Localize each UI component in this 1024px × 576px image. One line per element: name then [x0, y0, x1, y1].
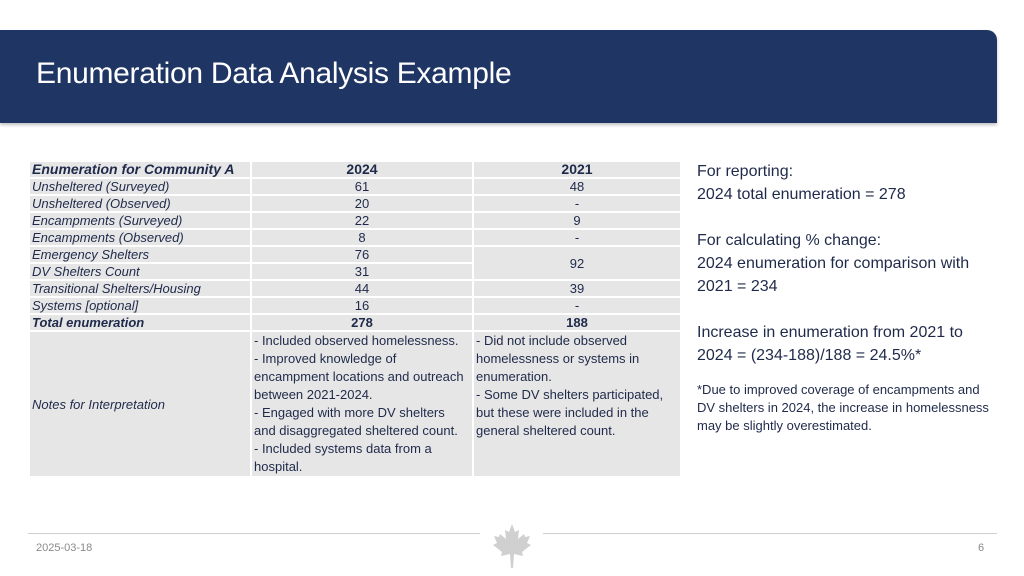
change-label: For calculating % change: — [697, 232, 882, 249]
value-2021: - — [473, 229, 681, 246]
header-label: Enumeration for Community A — [29, 161, 251, 178]
row-label: DV Shelters Count — [29, 263, 251, 280]
row-label: Transitional Shelters/Housing — [29, 280, 251, 297]
row-label: Encampments (Surveyed) — [29, 212, 251, 229]
note-item: - Did not include observed homelessness or systems in enumeration. — [476, 333, 640, 384]
footer-divider-right — [543, 533, 997, 534]
total-row — [29, 314, 681, 331]
note-item: - Engaged with more DV shelters and disaggregated sheltered count. — [254, 405, 458, 438]
row-label: Emergency Shelters — [29, 246, 251, 263]
reporting-value: 2024 total enumeration = 278 — [697, 186, 906, 203]
slide-title: Enumeration Data Analysis Example — [36, 57, 512, 90]
table-header-row — [29, 161, 681, 178]
value-2021: 39 — [473, 280, 681, 297]
total-2021: 188 — [473, 314, 681, 331]
value-2021: 48 — [473, 178, 681, 195]
table-row — [29, 229, 681, 246]
value-2021-merged: 92 — [473, 246, 681, 280]
value-2024: 16 — [251, 297, 473, 314]
notes-label: Notes for Interpretation — [29, 331, 251, 477]
side-panel — [697, 160, 997, 435]
table-row — [29, 195, 681, 212]
change-value: 2024 enumeration for comparison with 2021 = 234 — [697, 255, 970, 295]
table-row — [29, 280, 681, 297]
enumeration-table — [28, 160, 682, 478]
note-item: - Included observed homelessness. — [254, 333, 459, 348]
row-label: Systems [optional] — [29, 297, 251, 314]
value-2024: 8 — [251, 229, 473, 246]
row-label: Unsheltered (Observed) — [29, 195, 251, 212]
footer-divider-left — [28, 533, 480, 534]
value-2021: 9 — [473, 212, 681, 229]
note-item: - Included systems data from a hospital. — [254, 441, 432, 474]
value-2024: 22 — [251, 212, 473, 229]
value-2021: - — [473, 195, 681, 212]
notes-2021 — [473, 331, 681, 477]
table-row — [29, 212, 681, 229]
value-2024: 61 — [251, 178, 473, 195]
maple-leaf-icon — [490, 522, 534, 570]
reporting-label: For reporting: — [697, 163, 794, 180]
increase-statement: Increase in enumeration from 2021 to 2024 = (234-188)/188 = 24.5%* — [697, 324, 963, 364]
header-2024: 2024 — [251, 161, 473, 178]
total-2024: 278 — [251, 314, 473, 331]
table-row — [29, 297, 681, 314]
table-row — [29, 246, 681, 263]
header-2021: 2021 — [473, 161, 681, 178]
value-2024: 76 — [251, 246, 473, 263]
page-number: 6 — [978, 542, 985, 554]
notes-2024 — [251, 331, 473, 477]
value-2024: 20 — [251, 195, 473, 212]
slide-date: 2025-03-18 — [36, 542, 93, 554]
row-label: Encampments (Observed) — [29, 229, 251, 246]
total-label: Total enumeration — [29, 314, 251, 331]
note-item: - Some DV shelters participated, but these were included in the general sheltered count. — [476, 387, 664, 438]
note-item: - Improved knowledge of encampment locations and outreach between 2021-2024. — [254, 351, 464, 402]
table-row — [29, 178, 681, 195]
value-2021: - — [473, 297, 681, 314]
footnote: *Due to improved coverage of encampments and DV shelters in 2024, the increase in homelessness may be slightly overestimated. — [697, 382, 989, 433]
notes-row — [29, 331, 681, 477]
value-2024: 31 — [251, 263, 473, 280]
row-label: Unsheltered (Surveyed) — [29, 178, 251, 195]
value-2024: 44 — [251, 280, 473, 297]
